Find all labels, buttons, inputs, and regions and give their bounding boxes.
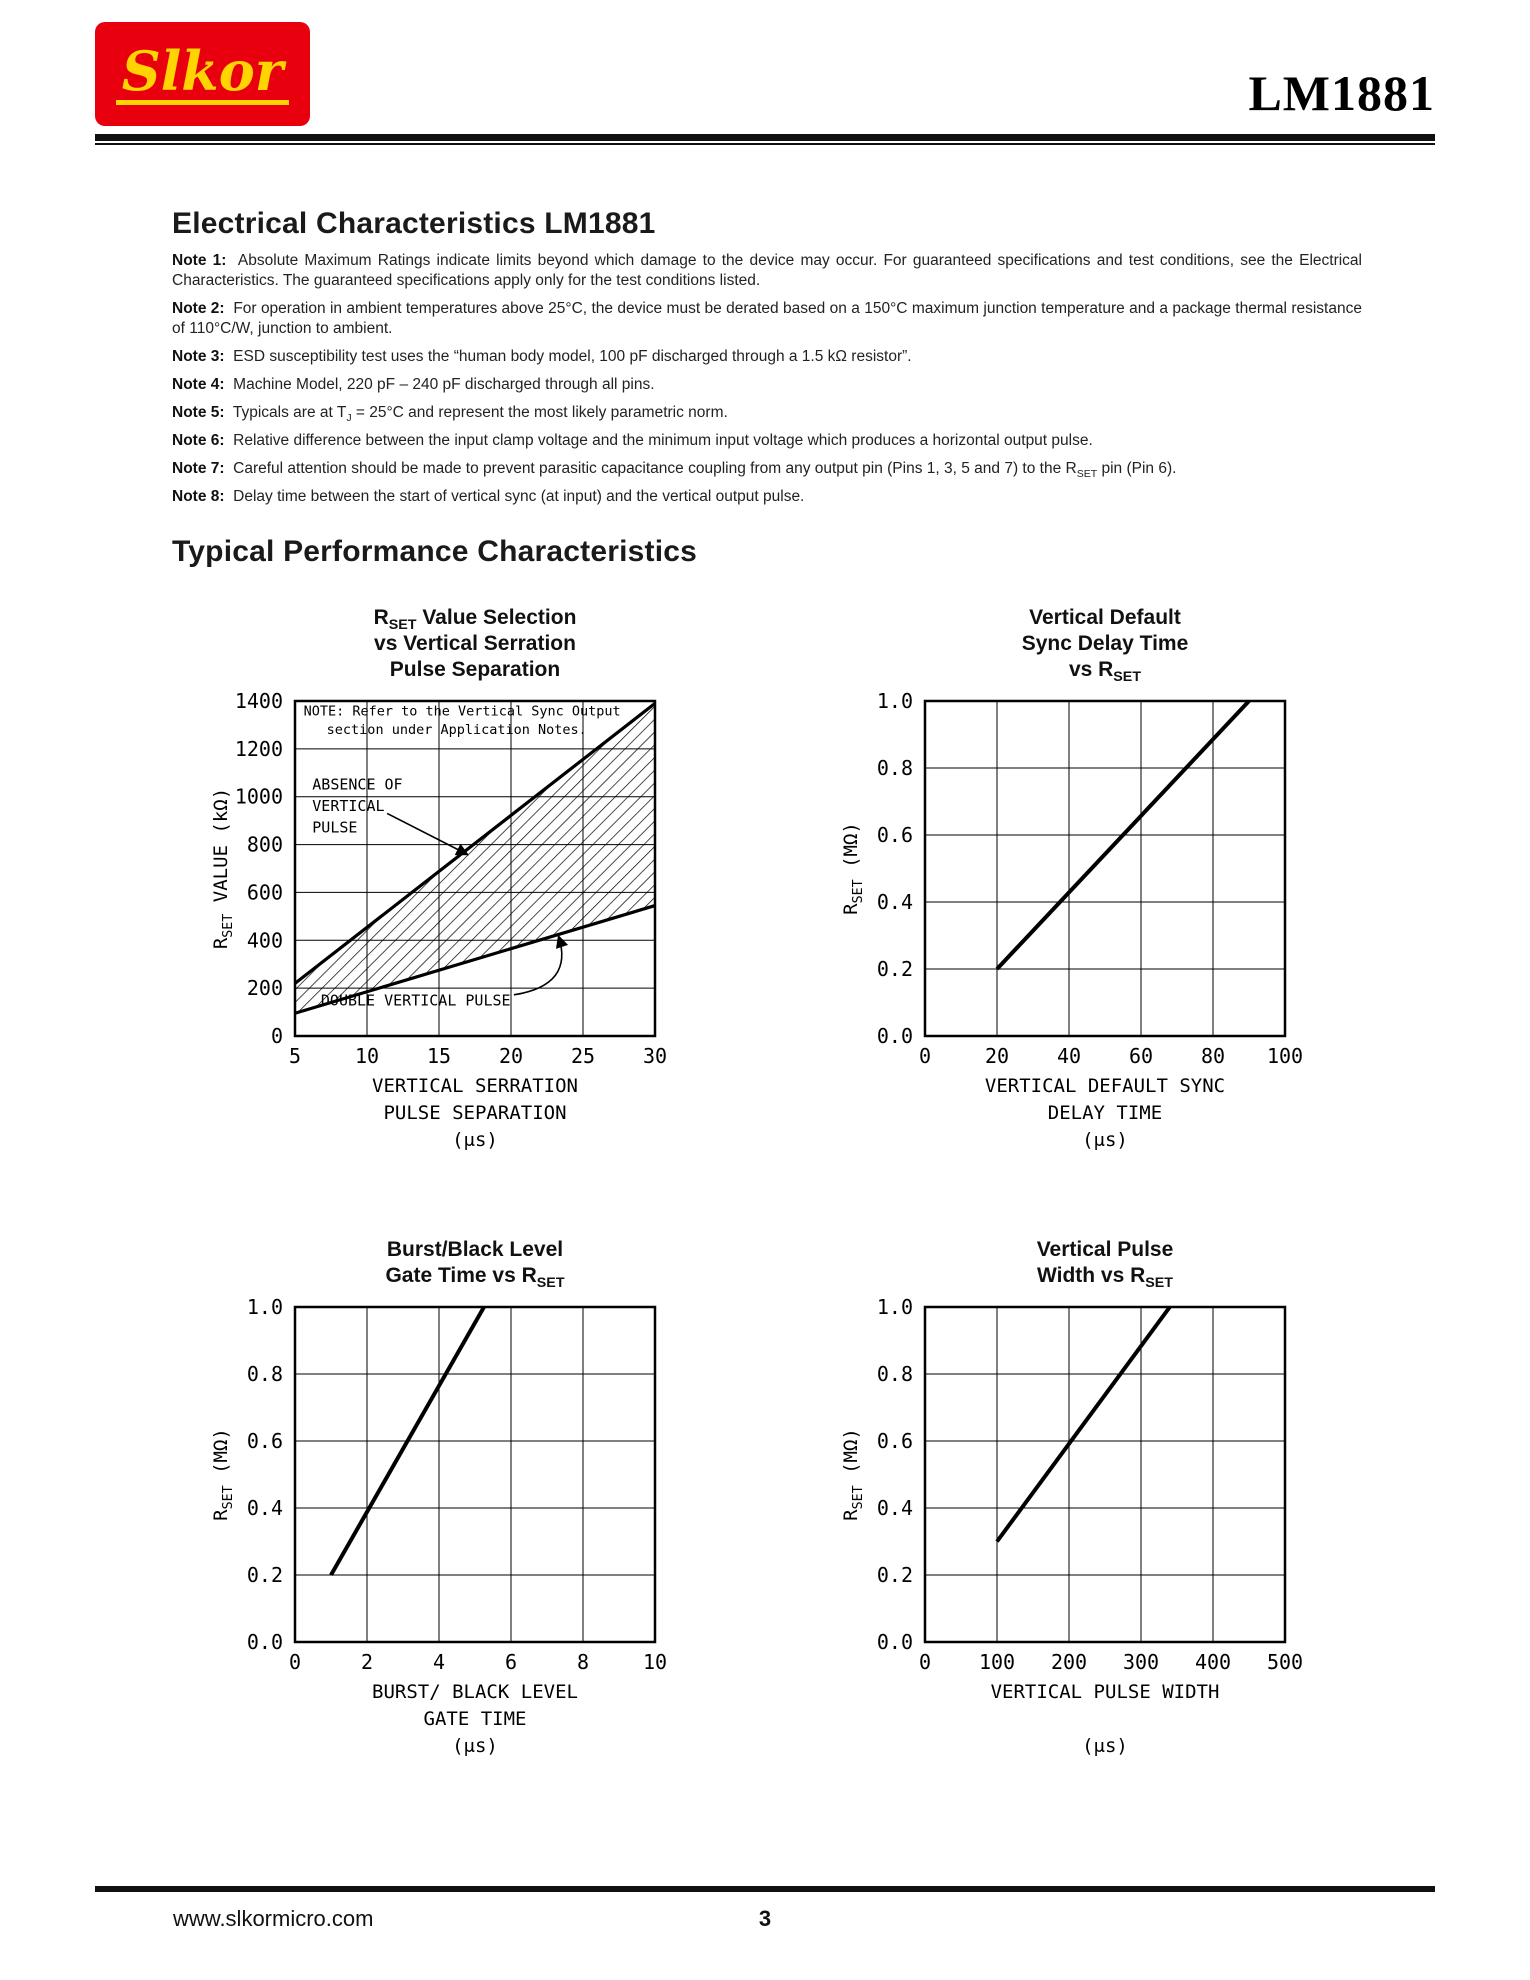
svg-text:BURST/ BLACK LEVEL: BURST/ BLACK LEVEL	[372, 1681, 578, 1703]
svg-text:0: 0	[918, 1044, 932, 1068]
chart-title: $R_{SET}$ Value Selection vs Vertical Serration Pulse Separation	[373, 606, 577, 681]
svg-text:400: 400	[1194, 1650, 1232, 1674]
svg-text:20: 20	[498, 1044, 524, 1068]
svg-text:0: 0	[918, 1650, 932, 1674]
svg-text:200: 200	[1050, 1650, 1088, 1674]
svg-text:0.6: 0.6	[876, 1429, 913, 1453]
svg-text:0.0: 0.0	[876, 1024, 913, 1048]
svg-text:NOTE: Refer to the Vertical Sy: NOTE: Refer to the Vertical Sync Output	[303, 703, 621, 720]
svg-text:RSET (MΩ): $R_{SET}$ (MΩ)	[840, 1428, 866, 1521]
svg-text:1.0: 1.0	[876, 1295, 913, 1319]
chart-rset-value-selection	[190, 605, 690, 1164]
svg-text:0.8: 0.8	[876, 756, 913, 780]
svg-text:40: 40	[1056, 1044, 1082, 1068]
svg-text:200: 200	[246, 976, 283, 1001]
svg-text:0.2: 0.2	[876, 957, 913, 981]
svg-text:0.2: 0.2	[246, 1563, 283, 1587]
note-item: Note 8: Delay time between the start of vertical sync (at input) and the vertical output pulse.	[172, 488, 805, 505]
header-rule-thin	[95, 143, 1435, 145]
chart-canvas	[190, 687, 690, 1164]
svg-text:(μs): (μs)	[1082, 1129, 1128, 1151]
chart-svg	[190, 687, 680, 1159]
note-item: Note 2: For operation in ambient temperatures above 25°C, the device must be derated based on a 150°C maximum junction temperature and a package thermal resistance of 110°C/W, junction to ambient.	[172, 300, 1362, 337]
svg-text:8: 8	[576, 1650, 590, 1674]
chart-svg	[820, 687, 1310, 1159]
chart-svg	[190, 1293, 680, 1765]
svg-text:RSET (MΩ): $R_{SET}$ (MΩ)	[210, 1428, 236, 1521]
svg-text:20: 20	[984, 1044, 1010, 1068]
svg-text:800: 800	[246, 832, 283, 857]
svg-text:(μs): (μs)	[452, 1735, 498, 1757]
svg-text:5: 5	[288, 1044, 302, 1068]
svg-text:0.2: 0.2	[876, 1563, 913, 1587]
svg-text:400: 400	[246, 928, 283, 953]
chart-vertical-default-sync-delay	[820, 605, 1320, 1164]
header-rule-thick	[95, 134, 1435, 141]
svg-text:ABSENCE OF: ABSENCE OF	[312, 775, 403, 794]
svg-text:0: 0	[270, 1024, 283, 1048]
note-item: Note 3: ESD susceptibility test uses the “human body model, 100 pF discharged through a 1.5 kΩ resistor”.	[172, 348, 912, 365]
svg-text:10: 10	[642, 1650, 668, 1674]
svg-text:RSET VALUE (kΩ): $R_{SET}$ VALUE (kΩ)	[210, 787, 236, 950]
svg-text:80: 80	[1200, 1044, 1226, 1068]
chart-svg	[820, 1293, 1310, 1765]
svg-text:VERTICAL SERRATION: VERTICAL SERRATION	[372, 1075, 578, 1097]
svg-text:600: 600	[246, 880, 283, 905]
svg-text:1.0: 1.0	[246, 1295, 283, 1319]
svg-text:100: 100	[978, 1650, 1016, 1674]
svg-text:0.0: 0.0	[246, 1630, 283, 1654]
svg-text:0.0: 0.0	[876, 1630, 913, 1654]
chart-canvas	[820, 1293, 1320, 1770]
notes-list	[172, 251, 1362, 507]
svg-text:(μs): (μs)	[452, 1129, 498, 1151]
charts-grid	[0, 583, 1530, 1863]
svg-text:25: 25	[570, 1044, 596, 1068]
svg-text:RSET (MΩ): $R_{SET}$ (MΩ)	[840, 822, 866, 915]
note-item: Note 1: Absolute Maximum Ratings indicate limits beyond which damage to the device may occur. For guaranteed specifications and test conditions, see the Electrical Characteristics. The guaranteed specifications apply only for the test conditions listed.	[172, 252, 1362, 289]
svg-text:300: 300	[1122, 1650, 1160, 1674]
note-item: Note 7: Careful attention should be made to prevent parasitic capacitance coupling from any output pin (Pins 1, 3, 5 and 7) to the $R_{SET}$ pin (Pin 6).	[172, 460, 1177, 481]
svg-text:0.4: 0.4	[246, 1496, 283, 1520]
svg-text:15: 15	[426, 1044, 452, 1068]
typical-section-title: Typical Performance Characteristics	[172, 535, 698, 568]
chart-burst-black-level-gate-time	[190, 1237, 690, 1770]
slkor-logo	[95, 22, 310, 126]
note-item: Note 4: Machine Model, 220 pF – 240 pF discharged through all pins.	[172, 376, 655, 393]
chart-canvas	[190, 1293, 690, 1770]
chart-title: Vertical Pulse Width vs $R_{SET}$	[1036, 1238, 1174, 1292]
svg-text:VERTICAL DEFAULT SYNC: VERTICAL DEFAULT SYNC	[984, 1075, 1226, 1097]
svg-text:0.8: 0.8	[876, 1362, 913, 1386]
svg-text:1200: 1200	[234, 736, 283, 761]
svg-text:(μs): (μs)	[1082, 1735, 1128, 1757]
slkor-logo-text: Slkor	[116, 44, 289, 105]
svg-text:0: 0	[288, 1650, 302, 1674]
svg-text:section under Application Note: section under Application Notes.	[326, 722, 587, 739]
svg-text:1000: 1000	[234, 784, 283, 809]
page-number: 3	[758, 1906, 772, 1931]
footer-row	[95, 1906, 1435, 1932]
svg-text:6: 6	[504, 1650, 518, 1674]
svg-text:GATE TIME: GATE TIME	[423, 1708, 527, 1730]
svg-text:60: 60	[1128, 1044, 1154, 1068]
note-item: Note 6: Relative difference between the input clamp voltage and the minimum input voltage which produces a horizontal output pulse.	[172, 432, 1093, 449]
page-header	[95, 22, 1435, 126]
svg-text:1400: 1400	[234, 689, 283, 713]
svg-text:VERTICAL: VERTICAL	[312, 797, 385, 816]
svg-text:100: 100	[1266, 1044, 1304, 1068]
svg-text:0.4: 0.4	[876, 890, 913, 914]
svg-text:30: 30	[642, 1044, 668, 1068]
footer-rule	[95, 1886, 1435, 1892]
svg-text:4: 4	[432, 1650, 446, 1674]
footer-website: www.slkormicro.com	[173, 1906, 374, 1931]
note-item: Note 5: Typicals are at $T_J = 25^\circ C$ and represent the most likely parametric norm.	[172, 404, 728, 425]
page-footer	[95, 1886, 1435, 1932]
svg-text:DOUBLE VERTICAL PULSE: DOUBLE VERTICAL PULSE	[320, 991, 511, 1010]
svg-text:VERTICAL PULSE WIDTH: VERTICAL PULSE WIDTH	[990, 1681, 1220, 1703]
svg-text:1.0: 1.0	[876, 689, 913, 713]
chart-title: Vertical Default Sync Delay Time vs $R_{SET}$	[1021, 606, 1189, 686]
electrical-section-title: Electrical Characteristics LM1881	[172, 207, 656, 240]
svg-text:PULSE: PULSE	[312, 818, 358, 837]
chart-title: Burst/Black Level Gate Time vs $R_{SET}$	[385, 1238, 565, 1292]
part-number: LM1881	[1248, 65, 1435, 121]
chart-vertical-pulse-width	[820, 1237, 1320, 1770]
svg-text:0.6: 0.6	[876, 823, 913, 847]
svg-text:PULSE SEPARATION: PULSE SEPARATION	[383, 1102, 567, 1124]
svg-text:0.6: 0.6	[246, 1429, 283, 1453]
svg-text:10: 10	[354, 1044, 380, 1068]
svg-text:2: 2	[360, 1650, 374, 1674]
svg-text:DELAY TIME: DELAY TIME	[1047, 1102, 1163, 1124]
svg-text:500: 500	[1266, 1650, 1304, 1674]
chart-canvas	[820, 687, 1320, 1164]
svg-text:0.4: 0.4	[876, 1496, 913, 1520]
svg-text:0.8: 0.8	[246, 1362, 283, 1386]
